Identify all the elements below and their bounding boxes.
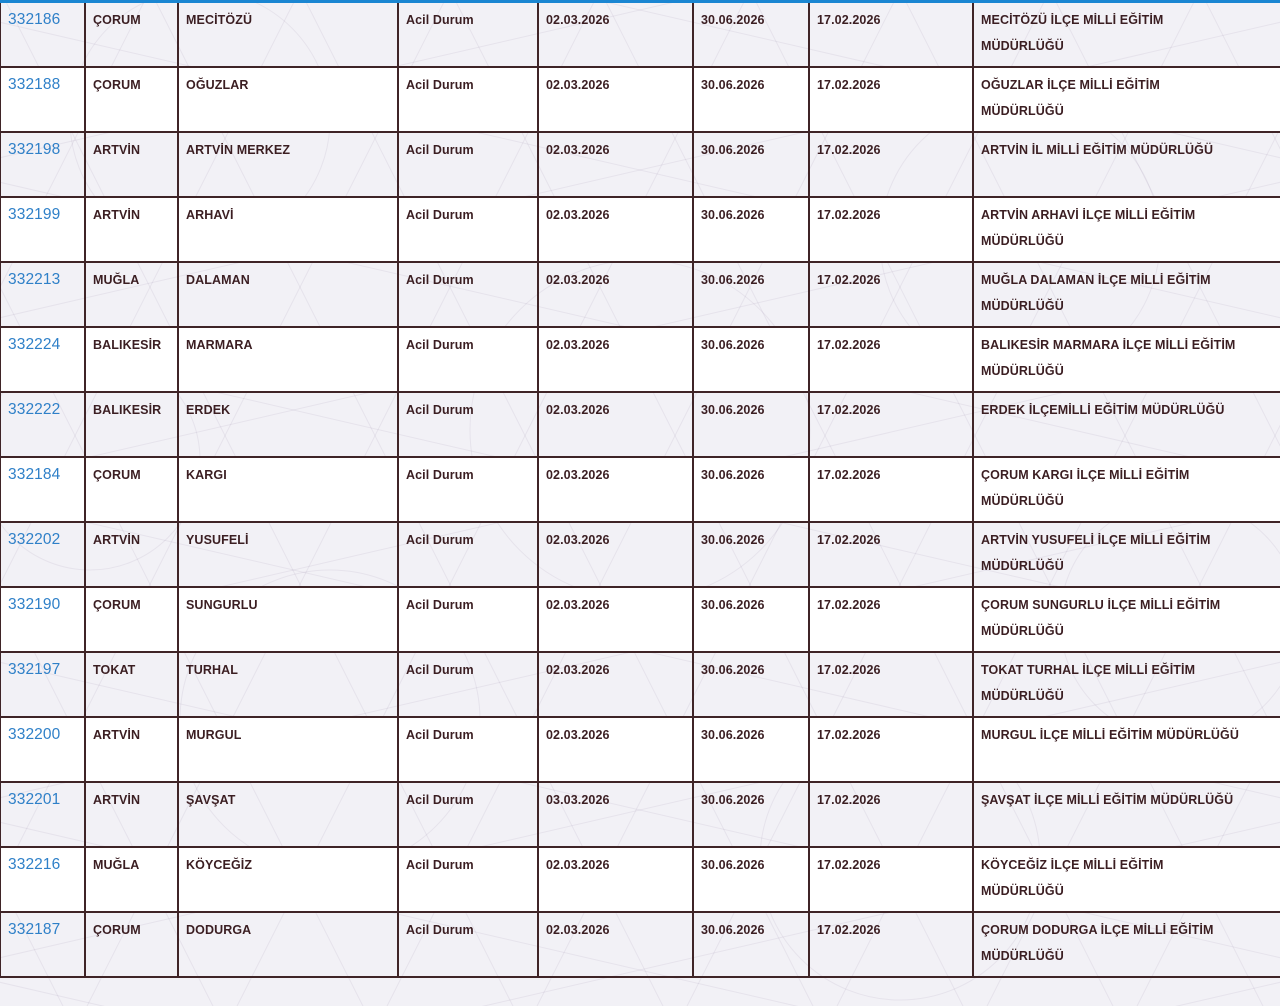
table-row bbox=[0, 392, 1280, 457]
district-cell: YUSUFELİ bbox=[178, 522, 398, 587]
end-date-cell: 30.06.2026 bbox=[693, 327, 809, 392]
district-cell: MURGUL bbox=[178, 717, 398, 782]
end-date-cell: 30.06.2026 bbox=[693, 847, 809, 912]
announce-date-cell: 17.02.2026 bbox=[809, 392, 973, 457]
start-date-cell: 02.03.2026 bbox=[538, 67, 693, 132]
district-cell: MARMARA bbox=[178, 327, 398, 392]
district-cell: ERDEK bbox=[178, 392, 398, 457]
start-date-cell: 02.03.2026 bbox=[538, 652, 693, 717]
table-row bbox=[0, 522, 1280, 587]
province-cell: TOKAT bbox=[85, 652, 178, 717]
start-date-cell: 02.03.2026 bbox=[538, 522, 693, 587]
record-id-cell bbox=[0, 197, 85, 262]
table-row bbox=[0, 67, 1280, 132]
district-cell: ARHAVİ bbox=[178, 197, 398, 262]
record-id-cell bbox=[0, 912, 85, 977]
announce-date-cell: 17.02.2026 bbox=[809, 587, 973, 652]
record-id-link[interactable]: 332200 bbox=[8, 726, 61, 743]
announce-date-cell: 17.02.2026 bbox=[809, 67, 973, 132]
table-row bbox=[0, 717, 1280, 782]
province-cell: MUĞLA bbox=[85, 847, 178, 912]
end-date-cell: 30.06.2026 bbox=[693, 652, 809, 717]
end-date-cell: 30.06.2026 bbox=[693, 782, 809, 847]
end-date-cell: 30.06.2026 bbox=[693, 457, 809, 522]
record-id-cell bbox=[0, 392, 85, 457]
status-cell: Acil Durum bbox=[398, 522, 538, 587]
record-id-cell bbox=[0, 652, 85, 717]
district-cell: KARGI bbox=[178, 457, 398, 522]
status-cell: Acil Durum bbox=[398, 67, 538, 132]
status-cell: Acil Durum bbox=[398, 457, 538, 522]
record-id-cell bbox=[0, 2, 85, 67]
table-row bbox=[0, 327, 1280, 392]
record-id-link[interactable]: 332198 bbox=[8, 141, 61, 158]
table-row bbox=[0, 912, 1280, 977]
end-date-cell: 30.06.2026 bbox=[693, 262, 809, 327]
end-date-cell: 30.06.2026 bbox=[693, 717, 809, 782]
district-cell: MECİTÖZÜ bbox=[178, 2, 398, 67]
status-cell: Acil Durum bbox=[398, 132, 538, 197]
record-id-cell bbox=[0, 457, 85, 522]
record-id-link[interactable]: 332216 bbox=[8, 856, 61, 873]
record-id-cell bbox=[0, 782, 85, 847]
table-row bbox=[0, 262, 1280, 327]
province-cell: BALIKESİR bbox=[85, 392, 178, 457]
announce-date-cell: 17.02.2026 bbox=[809, 522, 973, 587]
province-cell: ARTVİN bbox=[85, 522, 178, 587]
institution-cell: ARTVİN İL MİLLİ EĞİTİM MÜDÜRLÜĞÜ bbox=[973, 132, 1280, 197]
province-cell: ÇORUM bbox=[85, 67, 178, 132]
record-id-link[interactable]: 332213 bbox=[8, 271, 61, 288]
province-cell: ÇORUM bbox=[85, 2, 178, 67]
table-row bbox=[0, 847, 1280, 912]
district-cell: KÖYCEĞİZ bbox=[178, 847, 398, 912]
province-cell: ARTVİN bbox=[85, 132, 178, 197]
start-date-cell: 02.03.2026 bbox=[538, 717, 693, 782]
institution-cell: ERDEK İLÇEMİLLİ EĞİTİM MÜDÜRLÜĞÜ bbox=[973, 392, 1280, 457]
record-id-link[interactable]: 332190 bbox=[8, 596, 61, 613]
district-cell: DODURGA bbox=[178, 912, 398, 977]
announce-date-cell: 17.02.2026 bbox=[809, 327, 973, 392]
province-cell: ÇORUM bbox=[85, 457, 178, 522]
table-row bbox=[0, 2, 1280, 67]
institution-cell: ÇORUM DODURGA İLÇE MİLLİ EĞİTİM MÜDÜRLÜĞÜ bbox=[973, 912, 1280, 977]
status-cell: Acil Durum bbox=[398, 717, 538, 782]
institution-cell: MUĞLA DALAMAN İLÇE MİLLİ EĞİTİM MÜDÜRLÜĞÜ bbox=[973, 262, 1280, 327]
announce-date-cell: 17.02.2026 bbox=[809, 132, 973, 197]
institution-cell: OĞUZLAR İLÇE MİLLİ EĞİTİM MÜDÜRLÜĞÜ bbox=[973, 67, 1280, 132]
province-cell: BALIKESİR bbox=[85, 327, 178, 392]
table-row bbox=[0, 652, 1280, 717]
announce-date-cell: 17.02.2026 bbox=[809, 717, 973, 782]
announce-date-cell: 17.02.2026 bbox=[809, 197, 973, 262]
district-cell: OĞUZLAR bbox=[178, 67, 398, 132]
table-row bbox=[0, 782, 1280, 847]
province-cell: ARTVİN bbox=[85, 717, 178, 782]
province-cell: ARTVİN bbox=[85, 197, 178, 262]
institution-cell: BALIKESİR MARMARA İLÇE MİLLİ EĞİTİM MÜDÜRLÜĞÜ bbox=[973, 327, 1280, 392]
announce-date-cell: 17.02.2026 bbox=[809, 782, 973, 847]
announce-date-cell: 17.02.2026 bbox=[809, 2, 973, 67]
start-date-cell: 02.03.2026 bbox=[538, 587, 693, 652]
record-id-link[interactable]: 332186 bbox=[8, 11, 61, 28]
record-id-link[interactable]: 332201 bbox=[8, 791, 61, 808]
status-cell: Acil Durum bbox=[398, 262, 538, 327]
record-id-cell bbox=[0, 522, 85, 587]
province-cell: ÇORUM bbox=[85, 912, 178, 977]
record-id-link[interactable]: 332184 bbox=[8, 466, 61, 483]
start-date-cell: 02.03.2026 bbox=[538, 912, 693, 977]
status-cell: Acil Durum bbox=[398, 912, 538, 977]
record-id-link[interactable]: 332202 bbox=[8, 531, 61, 548]
announce-date-cell: 17.02.2026 bbox=[809, 262, 973, 327]
province-cell: ARTVİN bbox=[85, 782, 178, 847]
record-id-link[interactable]: 332199 bbox=[8, 206, 61, 223]
status-cell: Acil Durum bbox=[398, 327, 538, 392]
table-row bbox=[0, 132, 1280, 197]
start-date-cell: 02.03.2026 bbox=[538, 262, 693, 327]
record-id-cell bbox=[0, 587, 85, 652]
record-id-link[interactable]: 332222 bbox=[8, 401, 61, 418]
end-date-cell: 30.06.2026 bbox=[693, 197, 809, 262]
record-id-cell bbox=[0, 327, 85, 392]
status-cell: Acil Durum bbox=[398, 392, 538, 457]
district-cell: ŞAVŞAT bbox=[178, 782, 398, 847]
institution-cell: ŞAVŞAT İLÇE MİLLİ EĞİTİM MÜDÜRLÜĞÜ bbox=[973, 782, 1280, 847]
end-date-cell: 30.06.2026 bbox=[693, 587, 809, 652]
top-accent-bar bbox=[0, 0, 1280, 3]
status-cell: Acil Durum bbox=[398, 652, 538, 717]
district-cell: ARTVİN MERKEZ bbox=[178, 132, 398, 197]
status-cell: Acil Durum bbox=[398, 847, 538, 912]
institution-cell: ARTVİN ARHAVİ İLÇE MİLLİ EĞİTİM MÜDÜRLÜĞÜ bbox=[973, 197, 1280, 262]
record-id-link[interactable]: 332197 bbox=[8, 661, 61, 678]
province-cell: ÇORUM bbox=[85, 587, 178, 652]
table-row bbox=[0, 587, 1280, 652]
end-date-cell: 30.06.2026 bbox=[693, 67, 809, 132]
table-row bbox=[0, 457, 1280, 522]
table-row bbox=[0, 197, 1280, 262]
status-cell: Acil Durum bbox=[398, 782, 538, 847]
start-date-cell: 02.03.2026 bbox=[538, 392, 693, 457]
status-cell: Acil Durum bbox=[398, 2, 538, 67]
institution-cell: MURGUL İLÇE MİLLİ EĞİTİM MÜDÜRLÜĞÜ bbox=[973, 717, 1280, 782]
district-cell: DALAMAN bbox=[178, 262, 398, 327]
record-id-cell bbox=[0, 717, 85, 782]
end-date-cell: 30.06.2026 bbox=[693, 392, 809, 457]
institution-cell: KÖYCEĞİZ İLÇE MİLLİ EĞİTİM MÜDÜRLÜĞÜ bbox=[973, 847, 1280, 912]
start-date-cell: 02.03.2026 bbox=[538, 457, 693, 522]
record-id-cell bbox=[0, 132, 85, 197]
institution-cell: ARTVİN YUSUFELİ İLÇE MİLLİ EĞİTİM MÜDÜRLÜĞÜ bbox=[973, 522, 1280, 587]
start-date-cell: 03.03.2026 bbox=[538, 782, 693, 847]
status-cell: Acil Durum bbox=[398, 197, 538, 262]
start-date-cell: 02.03.2026 bbox=[538, 132, 693, 197]
start-date-cell: 02.03.2026 bbox=[538, 327, 693, 392]
announce-date-cell: 17.02.2026 bbox=[809, 912, 973, 977]
institution-cell: ÇORUM SUNGURLU İLÇE MİLLİ EĞİTİM MÜDÜRLÜĞÜ bbox=[973, 587, 1280, 652]
start-date-cell: 02.03.2026 bbox=[538, 197, 693, 262]
status-cell: Acil Durum bbox=[398, 587, 538, 652]
announce-date-cell: 17.02.2026 bbox=[809, 457, 973, 522]
record-id-link[interactable]: 332224 bbox=[8, 336, 61, 353]
district-cell: SUNGURLU bbox=[178, 587, 398, 652]
start-date-cell: 02.03.2026 bbox=[538, 2, 693, 67]
announce-date-cell: 17.02.2026 bbox=[809, 847, 973, 912]
institution-cell: MECİTÖZÜ İLÇE MİLLİ EĞİTİM MÜDÜRLÜĞÜ bbox=[973, 2, 1280, 67]
institution-cell: TOKAT TURHAL İLÇE MİLLİ EĞİTİM MÜDÜRLÜĞÜ bbox=[973, 652, 1280, 717]
end-date-cell: 30.06.2026 bbox=[693, 912, 809, 977]
table-body bbox=[0, 2, 1280, 977]
records-table bbox=[0, 1, 1280, 978]
start-date-cell: 02.03.2026 bbox=[538, 847, 693, 912]
end-date-cell: 30.06.2026 bbox=[693, 522, 809, 587]
end-date-cell: 30.06.2026 bbox=[693, 132, 809, 197]
province-cell: MUĞLA bbox=[85, 262, 178, 327]
record-id-cell bbox=[0, 847, 85, 912]
record-id-link[interactable]: 332188 bbox=[8, 76, 61, 93]
district-cell: TURHAL bbox=[178, 652, 398, 717]
record-id-cell bbox=[0, 67, 85, 132]
end-date-cell: 30.06.2026 bbox=[693, 2, 809, 67]
institution-cell: ÇORUM KARGI İLÇE MİLLİ EĞİTİM MÜDÜRLÜĞÜ bbox=[973, 457, 1280, 522]
announce-date-cell: 17.02.2026 bbox=[809, 652, 973, 717]
record-id-link[interactable]: 332187 bbox=[8, 921, 61, 938]
record-id-cell bbox=[0, 262, 85, 327]
